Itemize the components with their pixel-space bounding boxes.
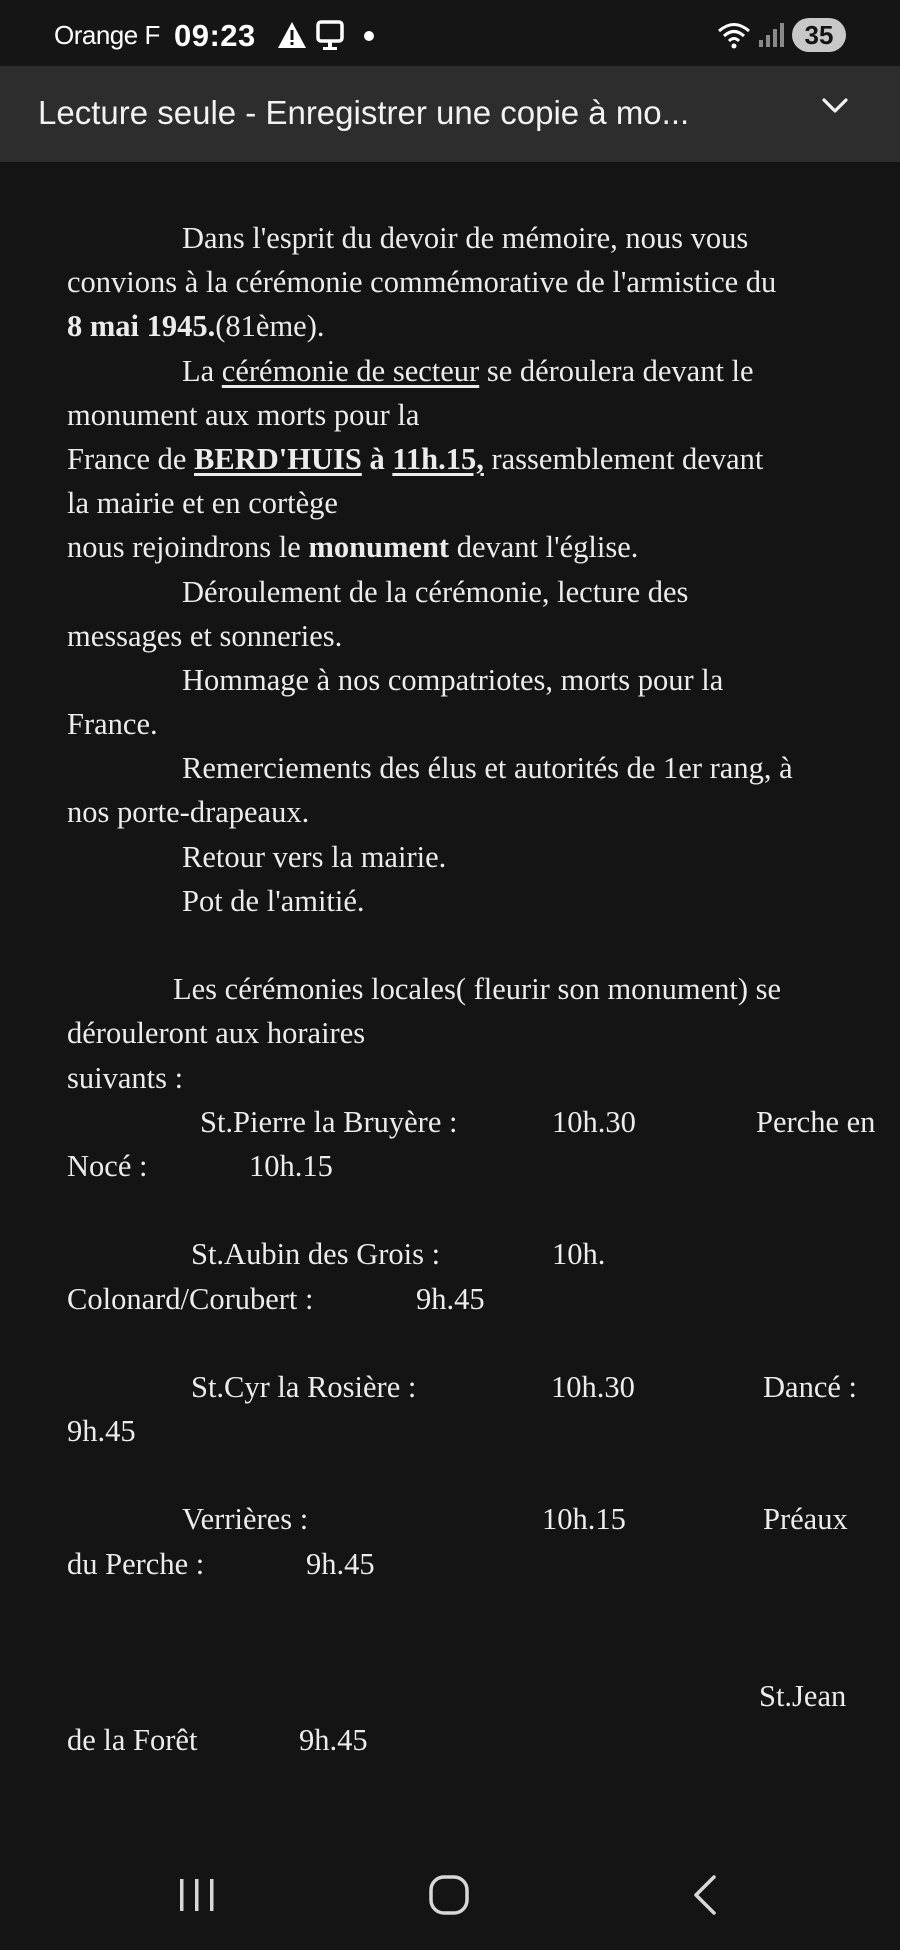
- navigation-bar: [0, 1840, 900, 1950]
- schedule-line: [67, 1232, 900, 1276]
- doc-line: [67, 525, 900, 569]
- ceremony-date: 8 mai 1945.: [67, 309, 216, 344]
- doc-line: [67, 349, 900, 393]
- schedule-place: Nocé :: [67, 1148, 148, 1183]
- schedule-time: 9h.45: [67, 1414, 136, 1449]
- back-icon[interactable]: [690, 1874, 720, 1916]
- read-only-banner[interactable]: [0, 66, 900, 162]
- doc-line: Retour vers la mairie.: [182, 839, 447, 874]
- doc-line: Déroulement de la cérémonie, lecture des: [182, 574, 689, 609]
- schedule-time: 9h.45: [299, 1723, 368, 1758]
- schedule-place: Dancé :: [763, 1369, 857, 1404]
- carrier-label: Orange F: [54, 20, 160, 50]
- schedule-line: [67, 1674, 900, 1718]
- monument-text: monument: [308, 530, 450, 565]
- schedule-line: [67, 1718, 900, 1762]
- doc-line: Les cérémonies locales( fleurir son monument) se: [173, 972, 782, 1007]
- document-body: [67, 216, 900, 1763]
- sector-ceremony-text: cérémonie de secteur: [221, 353, 480, 388]
- schedule-place: St.Aubin des Grois :: [191, 1237, 441, 1272]
- ceremony-hour: 11h.15,: [392, 441, 484, 476]
- schedule-time: 9h.45: [416, 1281, 485, 1316]
- schedule-time: 10h.15: [542, 1502, 626, 1537]
- schedule-place: St.Jean: [759, 1679, 847, 1714]
- doc-line: Hommage à nos compatriotes, morts pour la: [182, 662, 724, 697]
- recent-apps-icon[interactable]: [178, 1876, 216, 1914]
- doc-line: dérouleront aux horaires: [67, 1016, 366, 1051]
- doc-text: (81ème).: [215, 309, 325, 344]
- doc-line: suivants :: [67, 1060, 184, 1095]
- schedule-time: 9h.45: [306, 1546, 375, 1581]
- doc-text: à: [361, 441, 393, 476]
- schedule-line: [67, 1365, 900, 1409]
- doc-text: devant l'église.: [449, 530, 639, 565]
- doc-line: Pot de l'amitié.: [182, 883, 365, 918]
- status-bar: [0, 0, 900, 66]
- doc-line: France.: [67, 707, 158, 742]
- screen-record-icon: [316, 20, 344, 52]
- notification-dot-icon: [364, 31, 374, 41]
- schedule-time: 10h.15: [249, 1148, 333, 1183]
- chevron-down-icon[interactable]: [820, 96, 850, 116]
- doc-line: Remerciements des élus et autorités de 1er rang, à: [182, 751, 793, 786]
- doc-line: la mairie et en cortège: [67, 486, 338, 521]
- schedule-place: St.Cyr la Rosière :: [191, 1369, 417, 1404]
- schedule-line: [67, 1144, 900, 1188]
- schedule-line: [67, 1542, 900, 1586]
- schedule-time: 10h.: [552, 1237, 606, 1272]
- schedule-line: [67, 1409, 900, 1453]
- schedule-time: 10h.30: [552, 1104, 636, 1139]
- doc-line: [67, 304, 900, 348]
- schedule-place: St.Pierre la Bruyère :: [200, 1104, 458, 1139]
- doc-line: [67, 437, 900, 481]
- schedule-line: [67, 1277, 900, 1321]
- signal-icon: [758, 22, 784, 48]
- doc-text: La: [182, 353, 222, 388]
- schedule-place: Préaux: [763, 1502, 848, 1537]
- doc-text: nous rejoindrons le: [67, 530, 309, 565]
- doc-line: Dans l'esprit du devoir de mémoire, nous vous: [182, 221, 749, 255]
- doc-line: messages et sonneries.: [67, 618, 343, 653]
- doc-line: nos porte-drapeaux.: [67, 795, 310, 830]
- schedule-place: de la Forêt: [67, 1723, 198, 1758]
- banner-text: Lecture seule - Enregistrer une copie à mo...: [38, 94, 690, 131]
- schedule-place: Colonard/Corubert :: [67, 1281, 314, 1316]
- doc-line: monument aux morts pour la: [67, 397, 420, 432]
- battery-indicator: 35: [792, 18, 846, 52]
- schedule-place: du Perche :: [67, 1546, 205, 1581]
- schedule-place: Verrières :: [182, 1502, 309, 1537]
- doc-text: se déroulera devant le: [479, 353, 754, 388]
- home-icon[interactable]: [428, 1874, 470, 1916]
- schedule-time: 10h.30: [551, 1369, 635, 1404]
- schedule-line: [67, 1497, 900, 1541]
- wifi-icon: [716, 20, 752, 50]
- place-name: BERD'HUIS: [194, 441, 362, 476]
- schedule-line: [67, 1100, 900, 1144]
- doc-text: France de: [67, 441, 195, 476]
- doc-text: rassemblement devant: [483, 441, 764, 476]
- schedule-place: Perche en: [756, 1104, 876, 1139]
- warning-icon: [276, 20, 308, 50]
- doc-line: convions à la cérémonie commémorative de l'armistice du: [67, 265, 777, 300]
- clock: 09:23: [174, 18, 256, 53]
